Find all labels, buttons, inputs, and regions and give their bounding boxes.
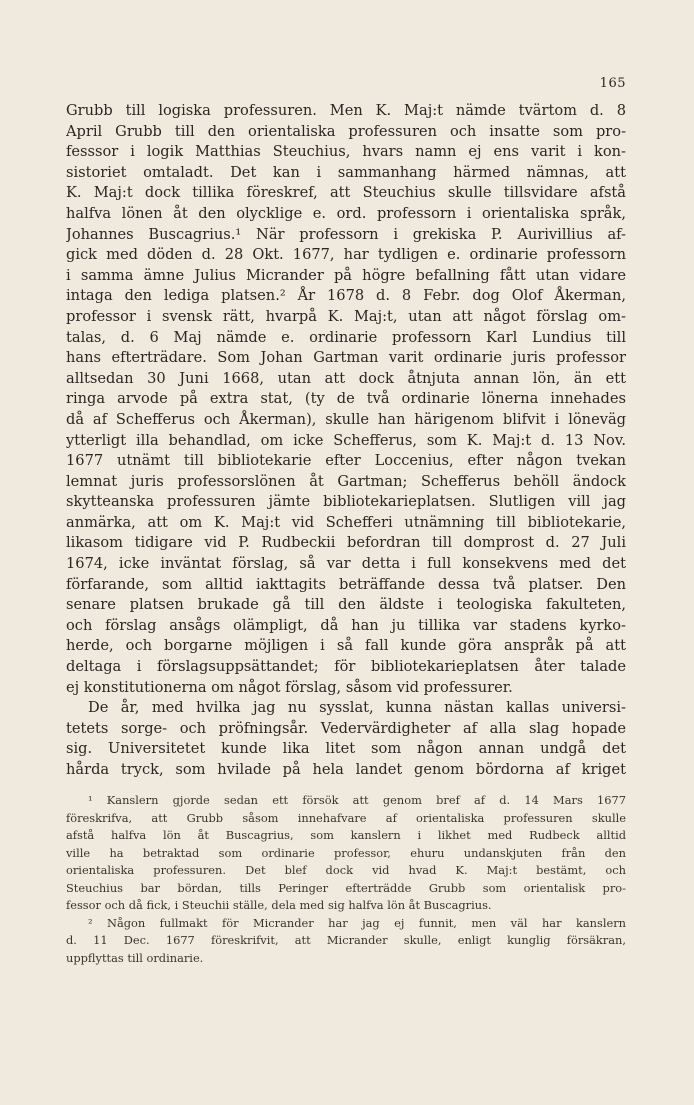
text-line: i samma ämne Julius Micrander på högre befallning fått utan vidare <box>66 266 626 284</box>
text-line: talas, d. 6 Maj nämde e. ordinarie professorn Karl Lundius till <box>66 328 626 346</box>
text-line: likasom tidigare vid P. Rudbeckii befordran till domprost d. 27 Juli <box>66 534 626 552</box>
text-line: herde, och borgarne möjligen i så fall kunde göra anspråk på att <box>66 637 626 655</box>
text-line: halfva lönen åt den olycklige e. ord. professorn i orientaliska språk, <box>66 204 626 222</box>
footnote-line: d. 11 Dec. 1677 föreskrifvit, att Micrander skulle, enligt kunglig försäkran, <box>66 933 626 947</box>
footnote-line: Steuchius bar bördan, tills Peringer efterträdde Grubb som orientalisk pro- <box>66 880 626 895</box>
text-line: ej konstitutionerna om något förslag, såsom vid professurer. <box>66 678 513 696</box>
footnote-line: föreskrifva, att Grubb såsom innehafvare af orientaliska professuren skulle <box>66 810 626 825</box>
text-line: Johannes Buscagrius.¹ När professorn i grekiska P. Aurivillius af- <box>66 225 626 243</box>
text-line: 1674, icke inväntat förslag, så var detta i full konsekvens med det <box>66 555 626 573</box>
footnote-line: ville ha betraktad som ordinarie professor, ehuru undanskjuten från den <box>66 845 626 860</box>
text-line: skytteanska professuren jämte bibliotekarieplatsen. Slutligen vill jag <box>66 493 626 511</box>
footnote-line: ² Någon fullmakt för Micrander har jag ej funnit, men väl har kanslern <box>88 915 626 930</box>
footnote-line: orientaliska professuren. Det blef dock vid hvad K. Maj:t bestämt, och <box>66 863 626 877</box>
text-line: intaga den lediga platsen.² År 1678 d. 8 Febr. dog Olof Åkerman, <box>66 287 626 305</box>
text-line: tetets sorge- och pröfningsår. Vedervärdigheter af alla slag hopade <box>66 719 626 737</box>
text-line: April Grubb till den orientaliska professuren och insatte som pro- <box>66 122 626 140</box>
text-line: då af Schefferus och Åkerman), skulle han härigenom blifvit i löneväg <box>66 410 626 428</box>
footnotes <box>66 792 626 967</box>
text-line: sistoriet omtaladt. Det kan i sammanhang härmed nämnas, att <box>66 163 626 181</box>
main-text <box>66 101 626 781</box>
text-line: 1677 utnämt till bibliotekarie efter Loccenius, efter någon tvekan <box>66 452 626 470</box>
page-number: 165 <box>599 76 626 91</box>
text-line: förfarande, som alltid iakttagits beträffande dessa två platser. Den <box>66 575 626 593</box>
text-line: senare platsen brukade gå till den äldste i teologiska fakulteten, <box>66 596 626 614</box>
footnote-line: uppflyttas till ordinarie. <box>66 950 204 965</box>
text-line: Grubb till logiska professuren. Men K. Maj:t nämde tvärtom d. 8 <box>66 102 626 119</box>
text-line: deltaga i förslagsuppsättandet; för bibliotekarieplatsen åter talade <box>66 658 626 676</box>
text-line: professor i svensk rätt, hvarpå K. Maj:t, utan att något förslag om- <box>66 307 626 325</box>
text-line: hårda tryck, som hvilade på hela landet genom bördorna af kriget <box>66 761 626 778</box>
footnote-line: fessor och då fick, i Steuchii ställe, dela med sig halfva lön åt Buscagrius. <box>66 898 492 912</box>
text-line: gick med döden d. 28 Okt. 1677, har tydligen e. ordinarie professorn <box>66 246 626 264</box>
text-line: ringa arvode på extra stat, (ty de två ordinarie lönerna innehades <box>66 390 626 408</box>
text-line: ytterligt illa behandlad, om icke Schefferus, som K. Maj:t d. 13 Nov. <box>66 431 626 449</box>
text-line: fesssor i logik Matthias Steuchius, hvars namn ej ens varit i kon- <box>66 143 626 161</box>
text-line: alltsedan 30 Juni 1668, utan att dock åtnjuta annan lön, än ett <box>66 369 626 387</box>
text-line: lemnat juris professorslönen åt Gartman; Schefferus behöll ändock <box>66 472 626 490</box>
text-line: och förslag ansågs olämpligt, då han ju tillika var stadens kyrko- <box>66 616 626 634</box>
text-line: K. Maj:t dock tillika föreskref, att Steuchius skulle tillsvidare afstå <box>66 184 626 202</box>
footnote-line: ¹ Kanslern gjorde sedan ett försök att genom bref af d. 14 Mars 1677 <box>88 793 626 807</box>
text-line: De år, med hvilka jag nu sysslat, kunna nästan kallas universi- <box>88 699 626 717</box>
footnote-line: afstå halfva lön åt Buscagrius, som kanslern i likhet med Rudbeck alltid <box>66 828 626 842</box>
text-line: anmärka, att om K. Maj:t vid Schefferi utnämning till bibliotekarie, <box>66 513 626 531</box>
text-line: sig. Universitetet kunde lika litet som någon annan undgå det <box>66 740 626 758</box>
text-line: hans efterträdare. Som Johan Gartman varit ordinarie juris professor <box>66 349 626 367</box>
